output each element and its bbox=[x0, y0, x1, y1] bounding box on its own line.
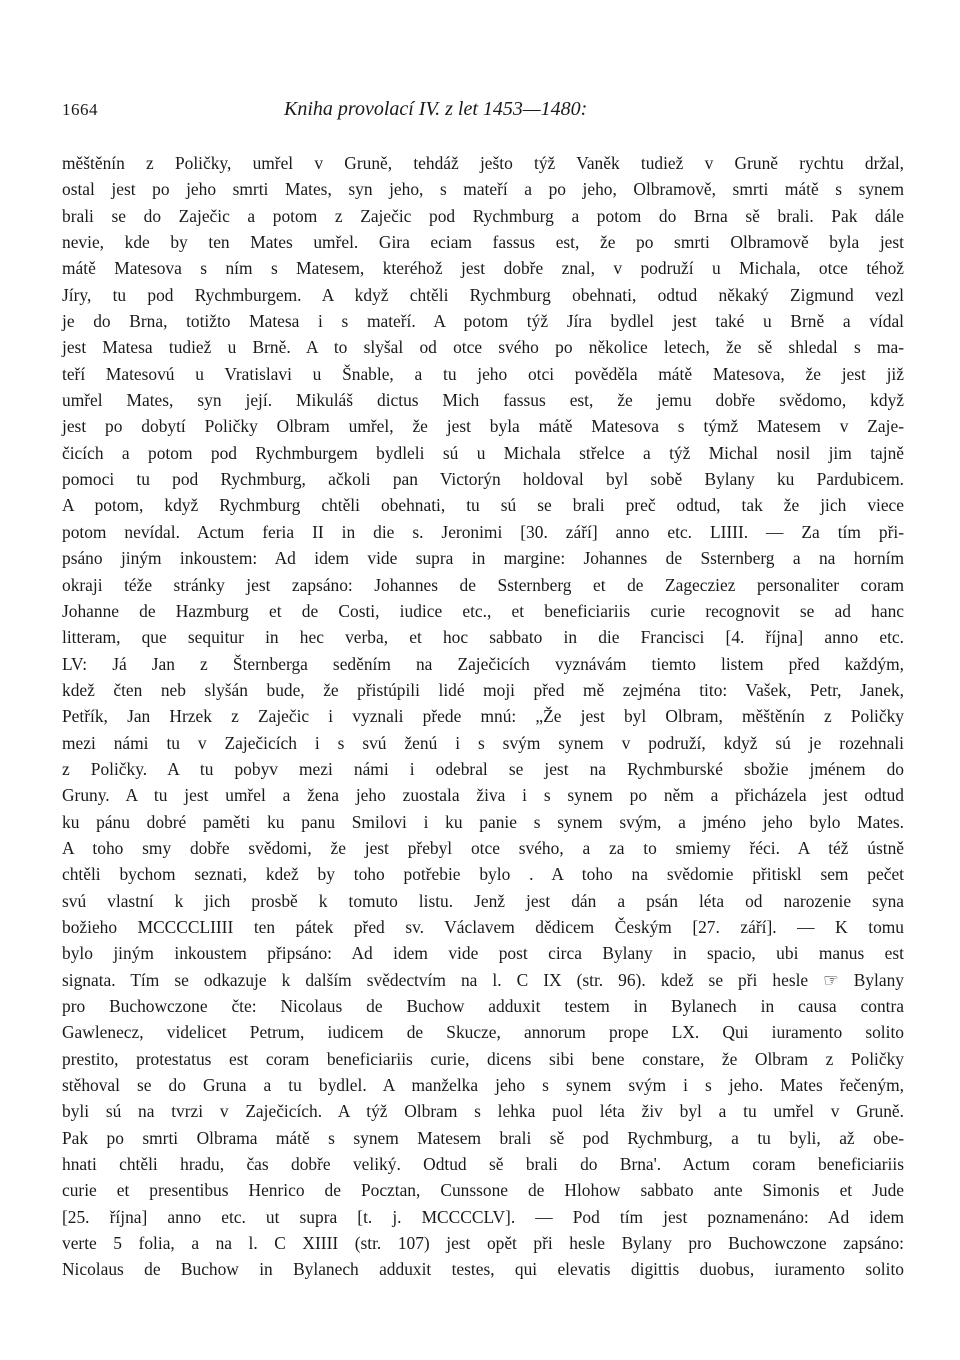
text-line: jest Matesa tudiež u Brně. A to slyšal od otce svého po několice letech, že sě shledal s ma- bbox=[62, 337, 904, 358]
text-line: čicích a potom pod Rychmburgem bydleli sú u Michala střelce a týž Michal nosil jim tajně bbox=[62, 442, 904, 463]
text-line: [25. října] anno etc. ut supra [t. j. MCCCCLV]. — Pod tím jest poznamenáno: Ad idem bbox=[62, 1206, 904, 1227]
text-line: mátě Matesova s ním s Matesem, kteréhož jest dobře znal, v podruží u Michala, otce téhož bbox=[62, 258, 904, 279]
text-line: Nicolaus de Buchow in Bylanech adduxit testes, qui elevatis digittis duobus, iuramento solito bbox=[62, 1259, 904, 1280]
text-line: verte 5 folia, a na l. C XIIII (str. 107) jest opět při hesle Bylany pro Buchowczone zapsáno: bbox=[62, 1233, 904, 1254]
text-line: bylo jiným inkoustem připsáno: Ad idem vide post circa Bylany in spacio, ubi manus est bbox=[62, 943, 904, 964]
text-line: kdež čten neb slyšán bude, že přistúpili lidé moji před mě zejména tito: Vašek, Petr, Janek, bbox=[62, 679, 904, 700]
text-line: mezi námi tu v Zaječicích i s svú ženú i s svým synem v podruží, když sú je rozehnali bbox=[62, 732, 904, 753]
running-title: Kniha provolací IV. z let 1453—1480: bbox=[284, 98, 588, 120]
text-line: okraji téže stránky jest zapsáno: Johannes de Ssternberg et de Zagecziez personaliter coram bbox=[62, 574, 904, 595]
page-number: 1664 bbox=[62, 100, 98, 119]
text-line: pro Buchowczone čte: Nicolaus de Buchow adduxit testem in Bylanech in causa contra bbox=[62, 996, 904, 1016]
text-line: byli sú na tvrzi v Zaječicích. A týž Olbram s lehka puol léta živ byl a tu umřel v Gruně. bbox=[62, 1101, 904, 1122]
text-line: ostal jest po jeho smrti Mates, syn jeho, s mateří a po jeho, Olbramově, smrti mátě s synem bbox=[62, 179, 904, 200]
text-line: pomoci tu pod Rychmburg, ačkoli pan Victorýn holdoval byl sobě Bylany ku Pardubicem. bbox=[62, 469, 904, 490]
text-line: brali se do Zaječic a potom z Zaječic pod Rychmburg a potom do Brna sě brali. Pak dále bbox=[62, 205, 904, 226]
text-line: A potom, když Rychmburg chtěli obehnati, tu sú se brali preč odtud, tak že jich viece bbox=[62, 495, 904, 516]
text-line: je do Brna, totižto Matesa i s mateří. A potom týž Jíra bydlel jest také u Brně a vídal bbox=[62, 311, 904, 332]
text-line: curie et presentibus Henrico de Pocztan, Cunssone de Hlohow sabbato ante Simonis et Jude bbox=[62, 1180, 904, 1201]
text-line: teří Matesovú u Vratislavi u Šnable, a tu jeho otci pověděla mátě Matesova, že jest již bbox=[62, 363, 904, 384]
text-line: nevie, kde by ten Mates umřel. Gira eciam fassus est, že po smrti Olbramově byla jest bbox=[62, 232, 904, 253]
text-line: litteram, que sequitur in hec verba, et hoc sabbato in die Francisci [4. října] anno etc. bbox=[62, 627, 904, 648]
text-line: signata. Tím se odkazuje k dalším svědectvím na l. C IX (str. 96). kdež se při hesle ☞ Bylany bbox=[62, 969, 904, 990]
text-line: potom nevídal. Actum feria II in die s. Jeronimi [30. září] anno etc. LIIII. — Za tím při- bbox=[62, 521, 904, 542]
text-line: ku pánu dobré paměti ku panu Smilovi i ku panie s synem svým, a jméno jeho bylo Mates. bbox=[62, 811, 904, 832]
text-line: Jíry, tu pod Rychmburgem. A když chtěli Rychmburg obehnati, odtud někaký Zigmund vezl bbox=[62, 284, 904, 305]
text-line: stěhoval se do Gruna a tu bydlel. A manželka jeho s synem svým i s jeho. Mates řečeným, bbox=[62, 1075, 904, 1096]
page-header bbox=[62, 92, 904, 132]
text-line: Pak po smrti Olbrama mátě s synem Matesem brali sě pod Rychmburg, a tu byli, až obe- bbox=[62, 1127, 904, 1148]
text-line: umřel Mates, syn její. Mikuláš dictus Mich fassus est, že jemu dobře svědomo, když bbox=[62, 390, 904, 411]
text-line: z Poličky. A tu pobyv mezi námi i odebral se jest na Rychmburské sbožie jménem do bbox=[62, 758, 904, 779]
text-line: A toho smy dobře svědomi, že jest přebyl otce svého, a za to smiemy řéci. A též ústně bbox=[62, 837, 904, 858]
text-line: Petřík, Jan Hrzek z Zaječic i vyznali přede mnú: „Že jest byl Olbram, měštěnín z Poličky bbox=[62, 706, 904, 727]
text-line: prestito, protestatus est coram beneficiariis curie, dicens sibi bene constare, že Olbram z Poličky bbox=[62, 1048, 904, 1069]
text-line: Gawlenecz, videlicet Petrum, iudicem de Skucze, annorum prope LX. Qui iuramento solito bbox=[62, 1022, 904, 1043]
text-line: Gruny. A tu jest umřel a žena jeho zuostala živa i s synem po něm a přicházela jest odtud bbox=[62, 785, 904, 806]
text-line: Johanne de Hazmburg et de Costi, iudice etc., et beneficiariis curie recognovit se ad hanc bbox=[62, 600, 904, 621]
text-line: chtěli bychom seznati, kdež by toho potřebie bylo . A toho na svědomie přitiskl sem pečet bbox=[62, 864, 904, 885]
text-line: psáno jiným inkoustem: Ad idem vide supra in margine: Johannes de Ssternberg a na horním bbox=[62, 548, 904, 569]
text-line: hnati chtěli hradu, čas dobře veliký. Odtud sě brali do Brna'. Actum coram beneficiariis bbox=[62, 1154, 904, 1175]
text-line: božieho MCCCCLIIII ten pátek před sv. Václavem dědicem Českým [27. září]. — K tomu bbox=[62, 916, 904, 937]
book-page bbox=[62, 92, 904, 1283]
body-text bbox=[62, 150, 904, 1283]
text-line: svú vlastní k jich prosbě k tomuto listu. Jenž jest dán a psán léta od narozenie syna bbox=[62, 890, 904, 911]
text-line: měštěnín z Poličky, umřel v Gruně, tehdáž ješto týž Vaněk tudiež v Gruně rychtu držal, bbox=[62, 153, 904, 173]
text-line: jest po dobytí Poličky Olbram umřel, že jest byla mátě Matesova s týmž Matesem v Zaje- bbox=[62, 416, 904, 437]
text-line: LV: Já Jan z Šternberga seděním na Zaječicích vyznávám tiemto listem před každým, bbox=[62, 653, 904, 674]
